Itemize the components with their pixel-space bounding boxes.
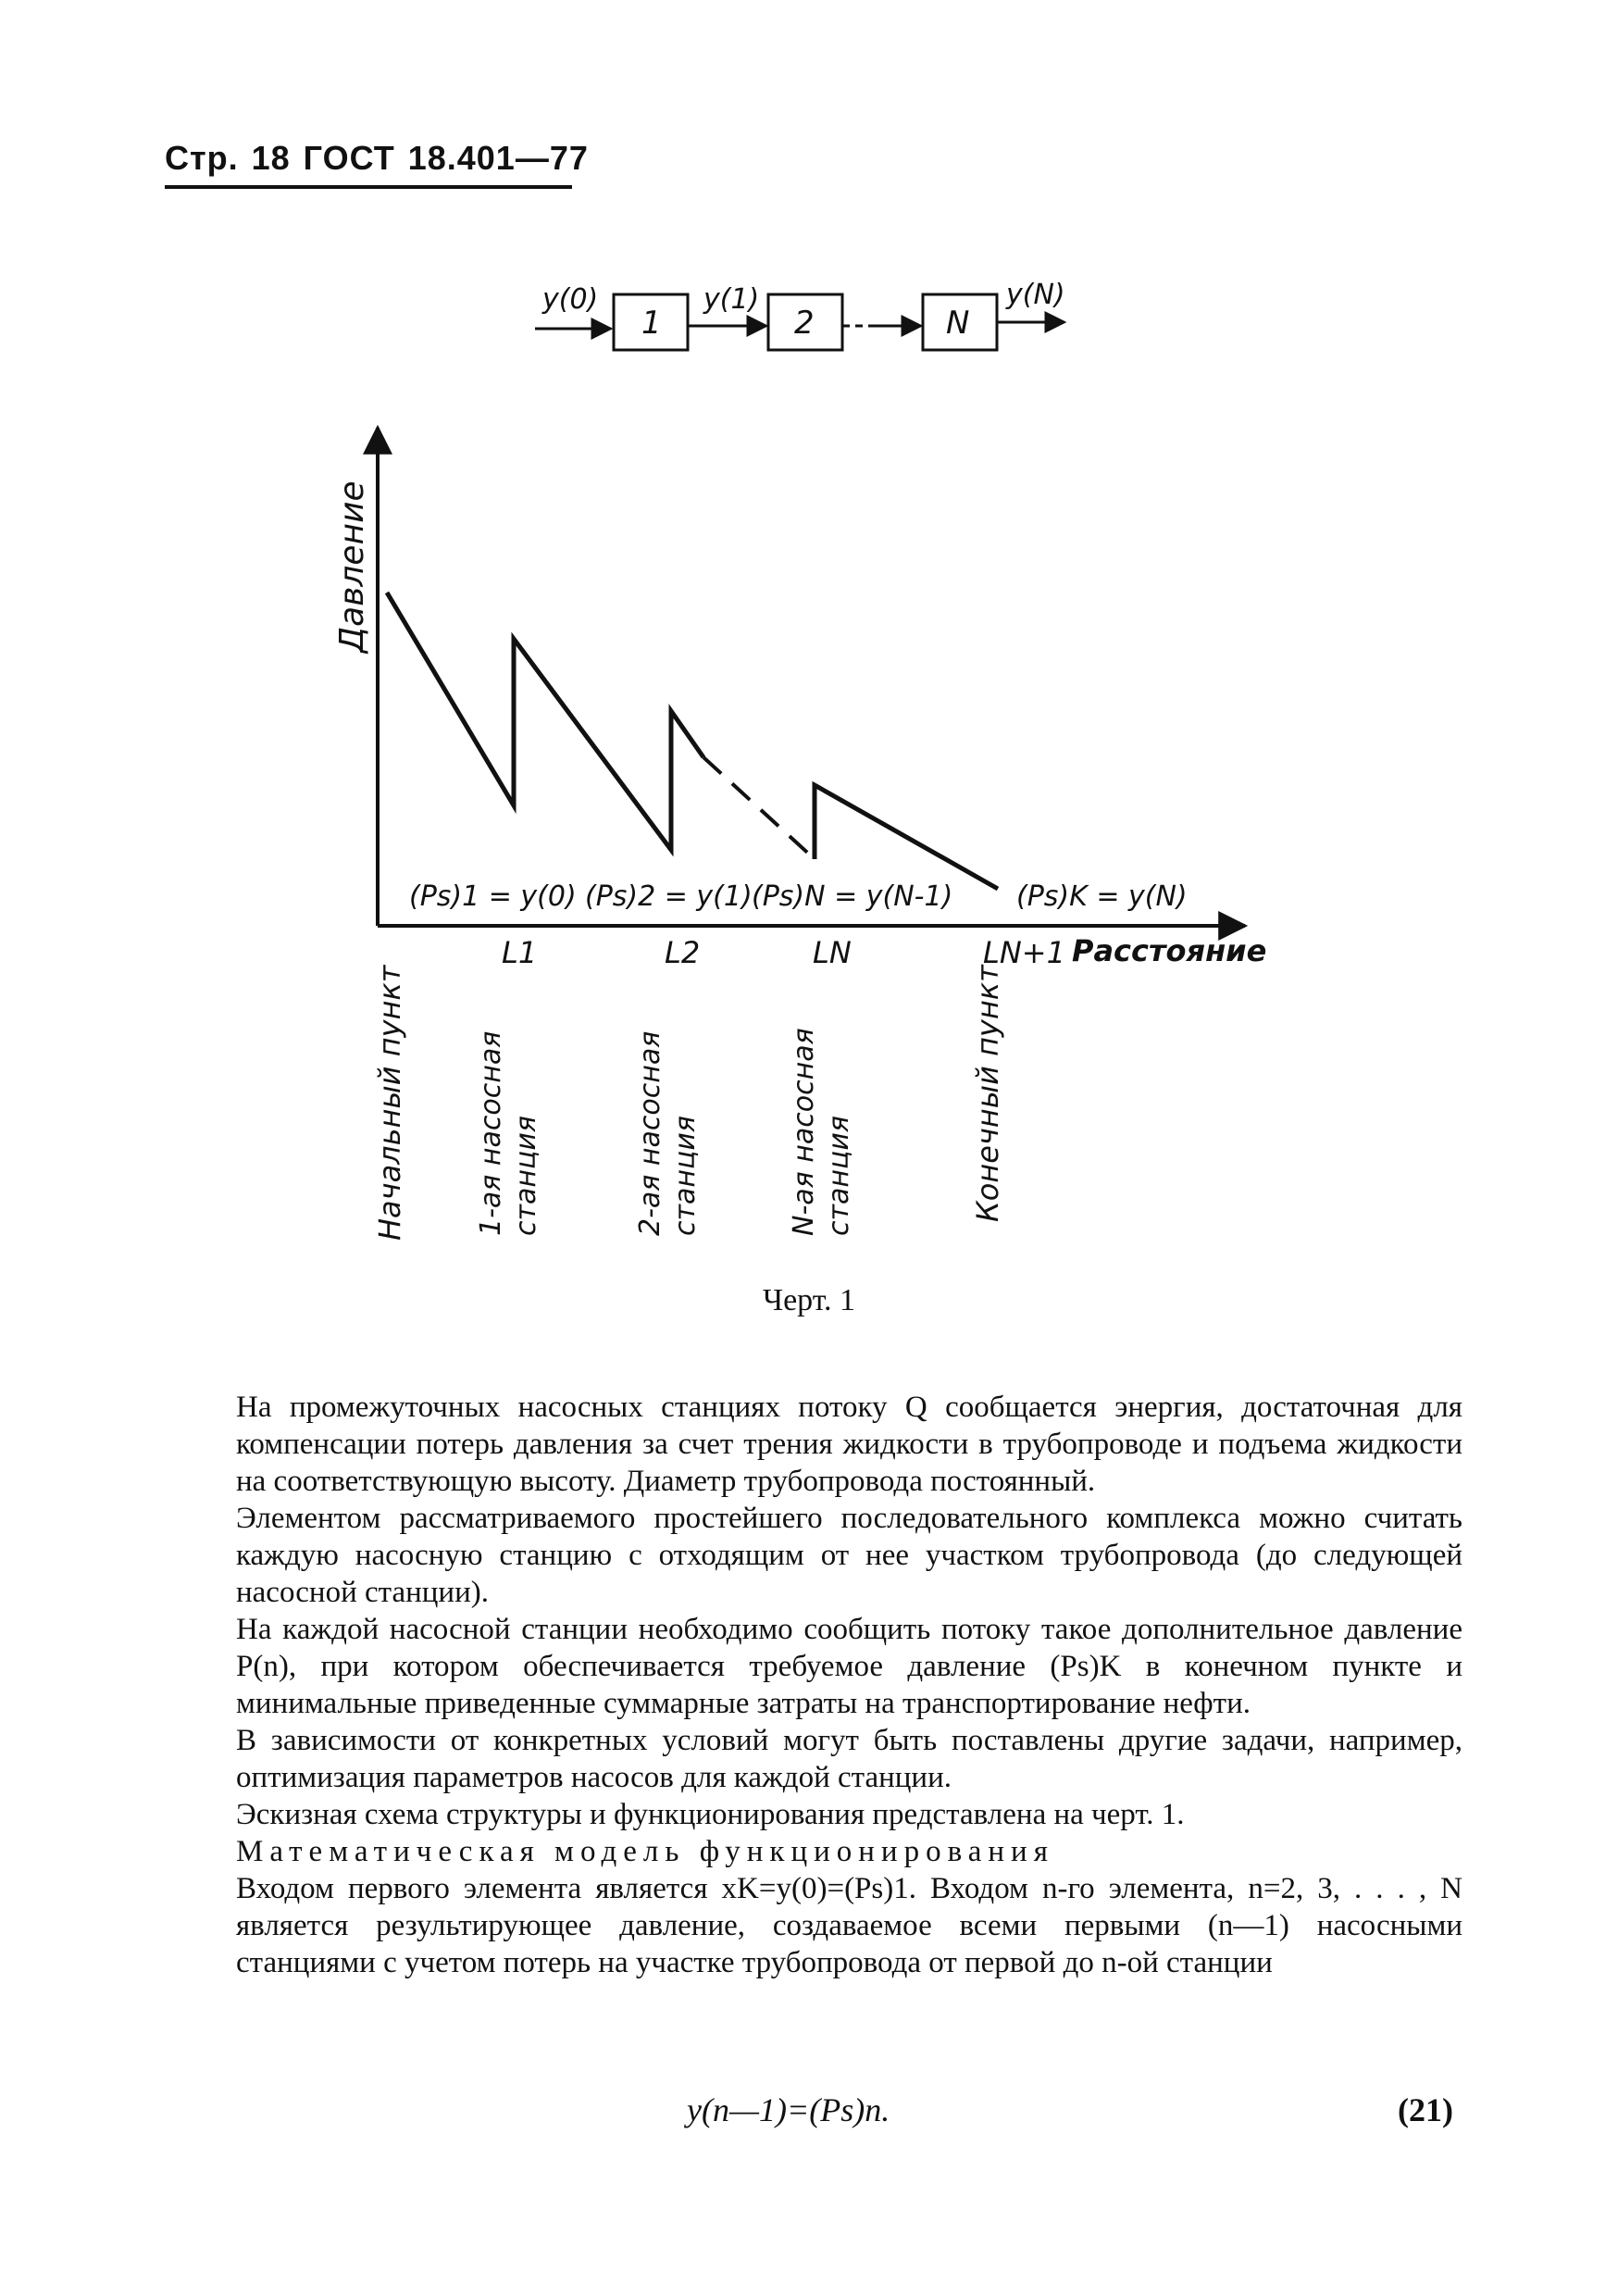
page-label: Стр. xyxy=(165,139,239,177)
point-label-2: (Ps)2 = y(1) xyxy=(585,880,753,913)
tick-l1: L1 xyxy=(502,935,538,970)
figure-caption: Черт. 1 xyxy=(762,1283,856,1317)
block-2-label: 2 xyxy=(794,305,815,342)
block-diagram xyxy=(535,279,1065,350)
pressure-line-dashed xyxy=(703,757,815,859)
station-label-1-line2: станция xyxy=(510,1116,542,1236)
x-axis-label: Расстояние xyxy=(1072,933,1267,968)
point-label-1: (Ps)1 = y(0) xyxy=(409,880,577,913)
page-number: 18 xyxy=(251,139,291,177)
paragraph: Элементом рассматриваемого простейшего последовательного комплекса можно считать каждую насосную станцию с отходящим от нее участком трубопровода (до следующей насосной станции). xyxy=(236,1502,1462,1609)
station-label-n-line2: станция xyxy=(823,1116,855,1236)
station-label-2-line1: 2-ая насосная xyxy=(634,1030,666,1236)
station-label-n-line1: N-ая насосная xyxy=(788,1028,820,1236)
paragraph: Входом первого элемента является xK=y(0)=(Ps)1. Входом n-го элемента, n=2, 3, . . . , N является результирующее давление, создаваемое всеми первыми (n—1) насосными станциями с учетом потерь на участке трубопровода от первой до n-ой станции xyxy=(236,1872,1462,1979)
formula: y(n—1)=(Ps)n. xyxy=(687,2091,890,2128)
tick-l2: L2 xyxy=(665,935,701,970)
point-label-n: (Ps)N = y(N-1) xyxy=(752,880,953,913)
tick-ln1: LN+1 xyxy=(983,935,1065,970)
block-n-label: N xyxy=(946,305,970,342)
block-1-label: 1 xyxy=(641,305,662,342)
pressure-line-last xyxy=(815,785,998,889)
paragraph: На каждой насосной станции необходимо сообщить потоку такое дополнительное давление P(n), при котором обеспечивается требуемое давление (Ps)K в конечном пункте и минимальные приведенные суммарные затраты на транспортирование нефти. xyxy=(236,1613,1462,1720)
station-label-end: Конечный пункт xyxy=(970,965,1005,1222)
output-label: y(N) xyxy=(1006,279,1065,311)
pressure-profile xyxy=(387,593,998,889)
point-labels xyxy=(409,880,1188,913)
y-axis-label: Давление xyxy=(333,480,371,653)
standard-label: ГОСТ xyxy=(303,139,395,177)
input-label: y(0) xyxy=(542,283,599,316)
point-label-k: (Ps)K = y(N) xyxy=(1016,880,1188,913)
station-label-2-line2: станция xyxy=(669,1116,702,1236)
between-label: y(1) xyxy=(703,283,760,316)
paragraph: Эскизная схема структуры и функционирования представлена на черт. 1. xyxy=(236,1798,1185,1831)
paragraph: В зависимости от конкретных условий могут быть поставлены другие задачи, например, оптимизация параметров насосов для каждой станции. xyxy=(236,1724,1462,1794)
station-labels xyxy=(372,964,1005,1241)
station-label-1-line1: 1-ая насосная xyxy=(475,1030,507,1236)
section-title: Математическая модель функционирования xyxy=(236,1835,1054,1868)
tick-ln: LN xyxy=(813,935,852,970)
paragraph: На промежуточных насосных станциях потоку Q сообщается энергия, достаточная для компенсации потерь давления за счет трения жидкости в трубопроводе и подъема жидкости на соответствующую высоту. Диаметр трубопровода постоянный. xyxy=(236,1391,1462,1498)
body-text xyxy=(236,1389,1462,1981)
equation-number: (21) xyxy=(1398,2091,1453,2128)
pressure-line-solid xyxy=(387,593,703,850)
station-label-start: Начальный пункт xyxy=(372,965,407,1241)
standard-number: 18.401—77 xyxy=(407,139,589,177)
